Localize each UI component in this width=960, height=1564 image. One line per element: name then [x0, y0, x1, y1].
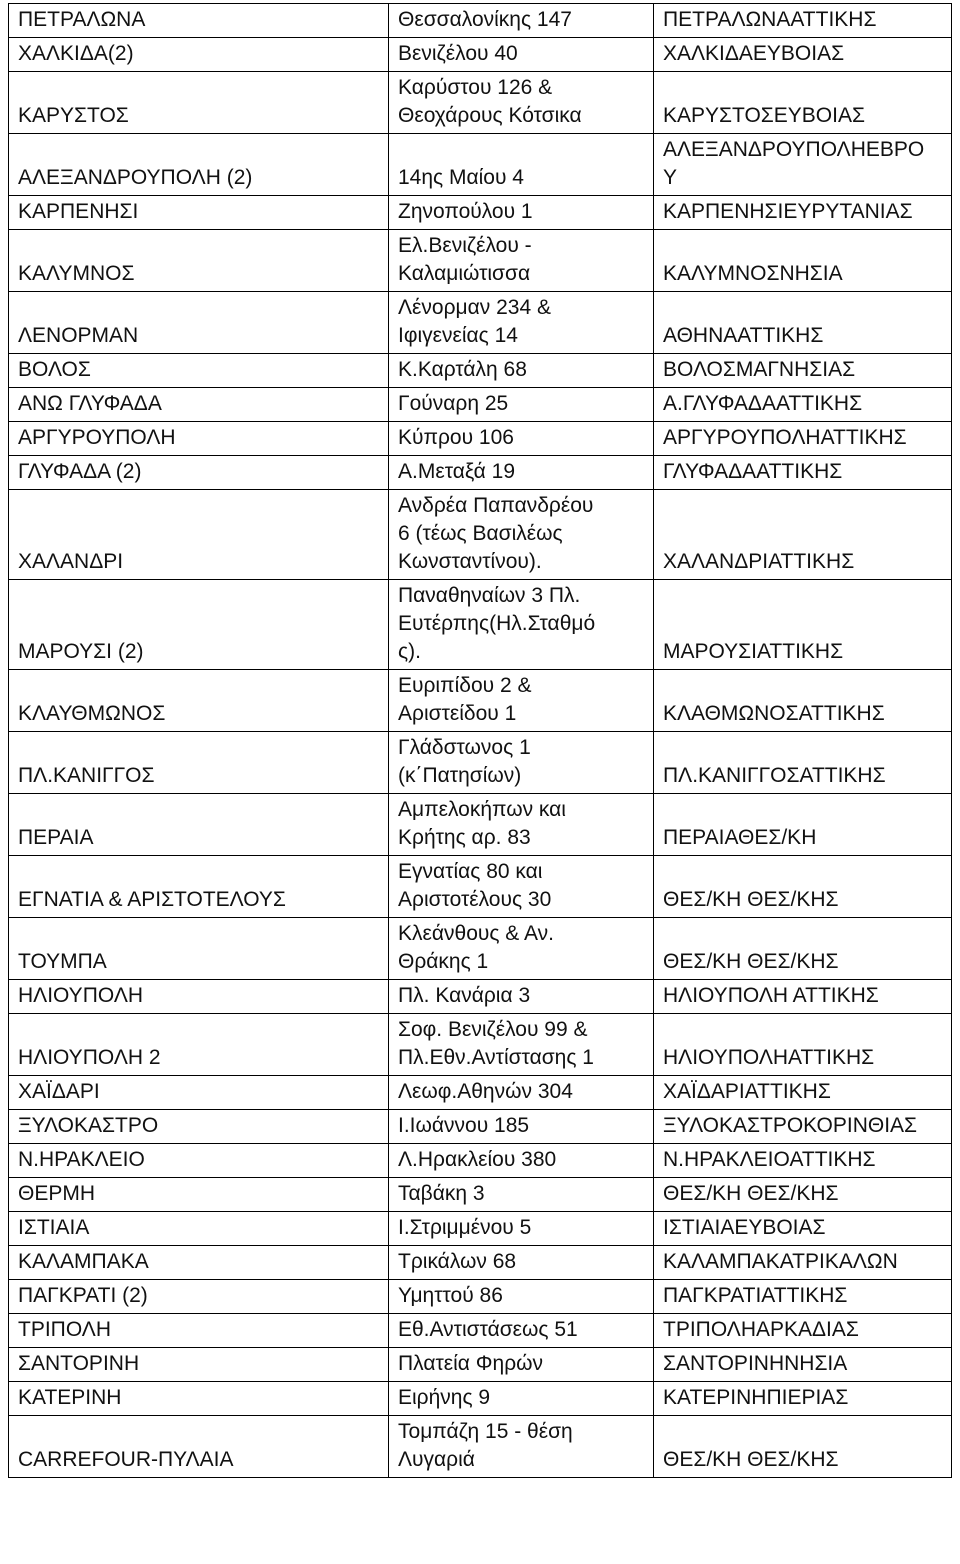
table-row: [9, 4, 952, 38]
store-name-cell: ΞΥΛΟΚΑΣΤΡΟ: [9, 1110, 389, 1144]
address-cell: Τρικάλων 68: [389, 1246, 654, 1280]
table-row: [9, 1416, 952, 1478]
area-cell: ΠΛ.ΚΑΝΙΓΓΟΣΑΤΤΙΚΗΣ: [654, 732, 952, 794]
table-row: [9, 456, 952, 490]
table-row: [9, 918, 952, 980]
address-cell: Εθ.Αντιστάσεως 51: [389, 1314, 654, 1348]
stores-table-body: [9, 4, 952, 1478]
table-row: [9, 388, 952, 422]
area-cell: ΣΑΝΤΟΡΙΝΗΝΗΣΙΑ: [654, 1348, 952, 1382]
store-name-cell: ΑΝΩ ΓΛΥΦΑΔΑ: [9, 388, 389, 422]
address-cell: Βενιζέλου 40: [389, 38, 654, 72]
area-cell: ΘΕΣ/ΚΗ ΘΕΣ/ΚΗΣ: [654, 918, 952, 980]
address-cell: Κλεάνθους & Αν. Θράκης 1: [389, 918, 654, 980]
table-row: [9, 1314, 952, 1348]
address-cell: Λεωφ.Αθηνών 304: [389, 1076, 654, 1110]
table-row: [9, 1144, 952, 1178]
address-cell: Γούναρη 25: [389, 388, 654, 422]
address-cell: Κ.Καρτάλη 68: [389, 354, 654, 388]
area-cell: ΗΛΙΟΥΠΟΛΗΑΤΤΙΚΗΣ: [654, 1014, 952, 1076]
address-cell: Ζηνοπούλου 1: [389, 196, 654, 230]
table-row: [9, 72, 952, 134]
address-cell: Ευριπίδου 2 & Αριστείδου 1: [389, 670, 654, 732]
area-cell: ΜΑΡΟΥΣΙΑΤΤΙΚΗΣ: [654, 580, 952, 670]
area-cell: ΠΕΤΡΑΛΩΝΑΑΤΤΙΚΗΣ: [654, 4, 952, 38]
store-name-cell: ΒΟΛΟΣ: [9, 354, 389, 388]
area-cell: ΠΕΡΑΙΑΘΕΣ/ΚΗ: [654, 794, 952, 856]
area-cell: ΗΛΙΟΥΠΟΛΗ ΑΤΤΙΚΗΣ: [654, 980, 952, 1014]
table-row: [9, 1014, 952, 1076]
area-cell: ΚΑΡΠΕΝΗΣΙΕΥΡΥΤΑΝΙΑΣ: [654, 196, 952, 230]
store-name-cell: ΚΑΛΥΜΝΟΣ: [9, 230, 389, 292]
address-cell: Γλάδστωνος 1 (κ΄Πατησίων): [389, 732, 654, 794]
area-cell: ΚΑΡΥΣΤΟΣΕΥΒΟΙΑΣ: [654, 72, 952, 134]
store-name-cell: ΓΛΥΦΑΔΑ (2): [9, 456, 389, 490]
store-name-cell: ΚΑΡΥΣΤΟΣ: [9, 72, 389, 134]
table-row: [9, 732, 952, 794]
area-cell: ΘΕΣ/ΚΗ ΘΕΣ/ΚΗΣ: [654, 1178, 952, 1212]
area-cell: ΙΣΤΙΑΙΑΕΥΒΟΙΑΣ: [654, 1212, 952, 1246]
store-name-cell: ΜΑΡΟΥΣΙ (2): [9, 580, 389, 670]
store-name-cell: Ν.ΗΡΑΚΛΕΙΟ: [9, 1144, 389, 1178]
table-row: [9, 38, 952, 72]
address-cell: Παναθηναίων 3 Πλ. Ευτέρπης(Ηλ.Σταθμό ς).: [389, 580, 654, 670]
area-cell: ΚΛΑΘΜΩΝΟΣΑΤΤΙΚΗΣ: [654, 670, 952, 732]
table-row: [9, 794, 952, 856]
table-row: [9, 1110, 952, 1144]
area-cell: ΑΛΕΞΑΝΔΡΟΥΠΟΛΗΕΒΡΟ Υ: [654, 134, 952, 196]
address-cell: Θεσσαλονίκης 147: [389, 4, 654, 38]
table-row: [9, 490, 952, 580]
address-cell: 14ης Μαίου 4: [389, 134, 654, 196]
table-row: [9, 980, 952, 1014]
area-cell: Α.ΓΛΥΦΑΔΑΑΤΤΙΚΗΣ: [654, 388, 952, 422]
table-row: [9, 670, 952, 732]
address-cell: Σοφ. Βενιζέλου 99 & Πλ.Εθν.Αντίστασης 1: [389, 1014, 654, 1076]
store-name-cell: ΧΑΛΚΙΔΑ(2): [9, 38, 389, 72]
table-row: [9, 1280, 952, 1314]
area-cell: ΞΥΛΟΚΑΣΤΡΟΚΟΡΙΝΘΙΑΣ: [654, 1110, 952, 1144]
store-name-cell: ΤΡΙΠΟΛΗ: [9, 1314, 389, 1348]
stores-table: [8, 3, 952, 1478]
store-name-cell: ΣΑΝΤΟΡΙΝΗ: [9, 1348, 389, 1382]
area-cell: ΧΑΪΔΑΡΙΑΤΤΙΚΗΣ: [654, 1076, 952, 1110]
store-name-cell: ΚΑΤΕΡΙΝΗ: [9, 1382, 389, 1416]
store-name-cell: ΗΛΙΟΥΠΟΛΗ 2: [9, 1014, 389, 1076]
table-row: [9, 230, 952, 292]
address-cell: Πλατεία Φηρών: [389, 1348, 654, 1382]
store-name-cell: ΠΑΓΚΡΑΤΙ (2): [9, 1280, 389, 1314]
area-cell: ΚΑΤΕΡΙΝΗΠΙΕΡΙΑΣ: [654, 1382, 952, 1416]
store-name-cell: ΠΕΡΑΙΑ: [9, 794, 389, 856]
table-row: [9, 354, 952, 388]
address-cell: Καρύστου 126 & Θεοχάρους Κότσικα: [389, 72, 654, 134]
table-row: [9, 1348, 952, 1382]
store-name-cell: ΚΑΡΠΕΝΗΣΙ: [9, 196, 389, 230]
area-cell: ΤΡΙΠΟΛΗΑΡΚΑΔΙΑΣ: [654, 1314, 952, 1348]
store-name-cell: ΛΕΝΟΡΜΑΝ: [9, 292, 389, 354]
address-cell: Κύπρου 106: [389, 422, 654, 456]
address-cell: Εγνατίας 80 και Αριστοτέλους 30: [389, 856, 654, 918]
address-cell: Τομπάζη 15 - θέση Λυγαριά: [389, 1416, 654, 1478]
address-cell: Ταβάκη 3: [389, 1178, 654, 1212]
table-row: [9, 1178, 952, 1212]
table-row: [9, 1212, 952, 1246]
table-row: [9, 1382, 952, 1416]
store-name-cell: ΚΑΛΑΜΠΑΚΑ: [9, 1246, 389, 1280]
address-cell: Ανδρέα Παπανδρέου 6 (τέως Βασιλέως Κωνσταντίνου).: [389, 490, 654, 580]
store-name-cell: ΑΡΓΥΡΟΥΠΟΛΗ: [9, 422, 389, 456]
address-cell: Υμηττού 86: [389, 1280, 654, 1314]
address-cell: Λ.Ηρακλείου 380: [389, 1144, 654, 1178]
store-name-cell: ΠΕΤΡΑΛΩΝΑ: [9, 4, 389, 38]
area-cell: ΚΑΛΑΜΠΑΚΑΤΡΙΚΑΛΩΝ: [654, 1246, 952, 1280]
address-cell: Λένορμαν 234 & Ιφιγενείας 14: [389, 292, 654, 354]
table-row: [9, 292, 952, 354]
table-row: [9, 134, 952, 196]
store-name-cell: ΕΓΝΑΤΙΑ & ΑΡΙΣΤΟΤΕΛΟΥΣ: [9, 856, 389, 918]
area-cell: ΑΘΗΝΑΑΤΤΙΚΗΣ: [654, 292, 952, 354]
store-name-cell: ΠΛ.ΚΑΝΙΓΓΟΣ: [9, 732, 389, 794]
address-cell: Α.Μεταξά 19: [389, 456, 654, 490]
store-name-cell: CARREFOUR-ΠΥΛΑΙΑ: [9, 1416, 389, 1478]
table-row: [9, 422, 952, 456]
address-cell: Ειρήνης 9: [389, 1382, 654, 1416]
address-cell: Ι.Ιωάννου 185: [389, 1110, 654, 1144]
store-name-cell: ΚΛΑΥΘΜΩΝΟΣ: [9, 670, 389, 732]
area-cell: ΠΑΓΚΡΑΤΙΑΤΤΙΚΗΣ: [654, 1280, 952, 1314]
area-cell: ΘΕΣ/ΚΗ ΘΕΣ/ΚΗΣ: [654, 1416, 952, 1478]
address-cell: Αμπελοκήπων και Κρήτης αρ. 83: [389, 794, 654, 856]
store-name-cell: ΧΑΪΔΑΡΙ: [9, 1076, 389, 1110]
address-cell: Πλ. Κανάρια 3: [389, 980, 654, 1014]
area-cell: ΘΕΣ/ΚΗ ΘΕΣ/ΚΗΣ: [654, 856, 952, 918]
area-cell: ΧΑΛΑΝΔΡΙΑΤΤΙΚΗΣ: [654, 490, 952, 580]
address-cell: Ελ.Βενιζέλου - Καλαμιώτισσα: [389, 230, 654, 292]
store-name-cell: ΙΣΤΙΑΙΑ: [9, 1212, 389, 1246]
store-name-cell: ΘΕΡΜΗ: [9, 1178, 389, 1212]
table-row: [9, 580, 952, 670]
area-cell: ΓΛΥΦΑΔΑΑΤΤΙΚΗΣ: [654, 456, 952, 490]
store-name-cell: ΗΛΙΟΥΠΟΛΗ: [9, 980, 389, 1014]
store-name-cell: ΤΟΥΜΠΑ: [9, 918, 389, 980]
table-row: [9, 196, 952, 230]
area-cell: ΧΑΛΚΙΔΑΕΥΒΟΙΑΣ: [654, 38, 952, 72]
table-row: [9, 1076, 952, 1110]
table-row: [9, 856, 952, 918]
store-name-cell: ΧΑΛΑΝΔΡΙ: [9, 490, 389, 580]
area-cell: ΒΟΛΟΣΜΑΓΝΗΣΙΑΣ: [654, 354, 952, 388]
address-cell: Ι.Στριμμένου 5: [389, 1212, 654, 1246]
area-cell: ΚΑΛΥΜΝΟΣΝΗΣΙΑ: [654, 230, 952, 292]
table-row: [9, 1246, 952, 1280]
area-cell: ΑΡΓΥΡΟΥΠΟΛΗΑΤΤΙΚΗΣ: [654, 422, 952, 456]
store-name-cell: ΑΛΕΞΑΝΔΡΟΥΠΟΛΗ (2): [9, 134, 389, 196]
area-cell: Ν.ΗΡΑΚΛΕΙΟΑΤΤΙΚΗΣ: [654, 1144, 952, 1178]
